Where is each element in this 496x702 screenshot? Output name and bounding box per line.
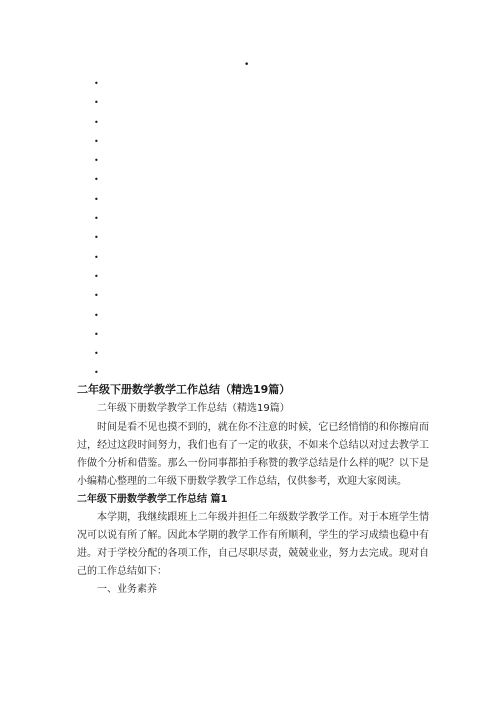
document-content: [77, 382, 429, 599]
toc-bullet[interactable]: •: [94, 136, 99, 146]
toc-bullet[interactable]: •: [94, 233, 99, 243]
intro-paragraph: 时间是看不见也摸不到的，就在你不注意的时候，它已经悄悄的和你擦肩而过，经过这段时间努力，我们也有了一定的收获，不如来个总结以对过去教学工作做个分析和借鉴。那么一份同事都拍手称赞的教学总结是什么样的呢？以下是小编精心整理的二年级下册数学教学工作总结，仅供参考，欢迎大家阅读。: [77, 422, 429, 487]
toc-bullet-list: [94, 78, 99, 387]
section-paragraph: 本学期，我继续跟班上二年级并担任二年级数学教学工作。对于本班学生情况可以说有所了解。因此本学期的教学工作有所顺利，学生的学习成绩也稳中有进。对于学校分配的各项工作，自己尽职尽责，兢兢业业，努力去完成。现对自己的工作总结如下：: [77, 512, 429, 577]
toc-bullet[interactable]: •: [94, 98, 99, 108]
document-subtitle: 二年级下册数学教学工作总结（精选19篇）: [97, 403, 290, 414]
toc-bullet[interactable]: •: [94, 214, 99, 224]
toc-bullet[interactable]: •: [94, 117, 99, 127]
toc-bullet[interactable]: •: [94, 368, 99, 378]
toc-bullet[interactable]: •: [94, 291, 99, 301]
document-title: 二年级下册数学教学工作总结（精选19篇）: [77, 383, 291, 396]
toc-bullet[interactable]: •: [94, 329, 99, 339]
toc-bullet[interactable]: •: [94, 349, 99, 359]
toc-bullet[interactable]: •: [94, 79, 99, 88]
toc-bullet[interactable]: •: [94, 156, 99, 166]
toc-bullet[interactable]: •: [94, 310, 99, 320]
toc-bullet[interactable]: •: [94, 252, 99, 262]
toc-bullet[interactable]: •: [94, 175, 99, 185]
toc-bullet[interactable]: •: [94, 271, 99, 281]
top-bullet: •: [244, 60, 250, 70]
section-heading: 二年级下册数学教学工作总结 篇1: [77, 494, 228, 505]
toc-bullet[interactable]: •: [94, 194, 99, 204]
sub-heading: 一、业务素养: [97, 584, 157, 595]
